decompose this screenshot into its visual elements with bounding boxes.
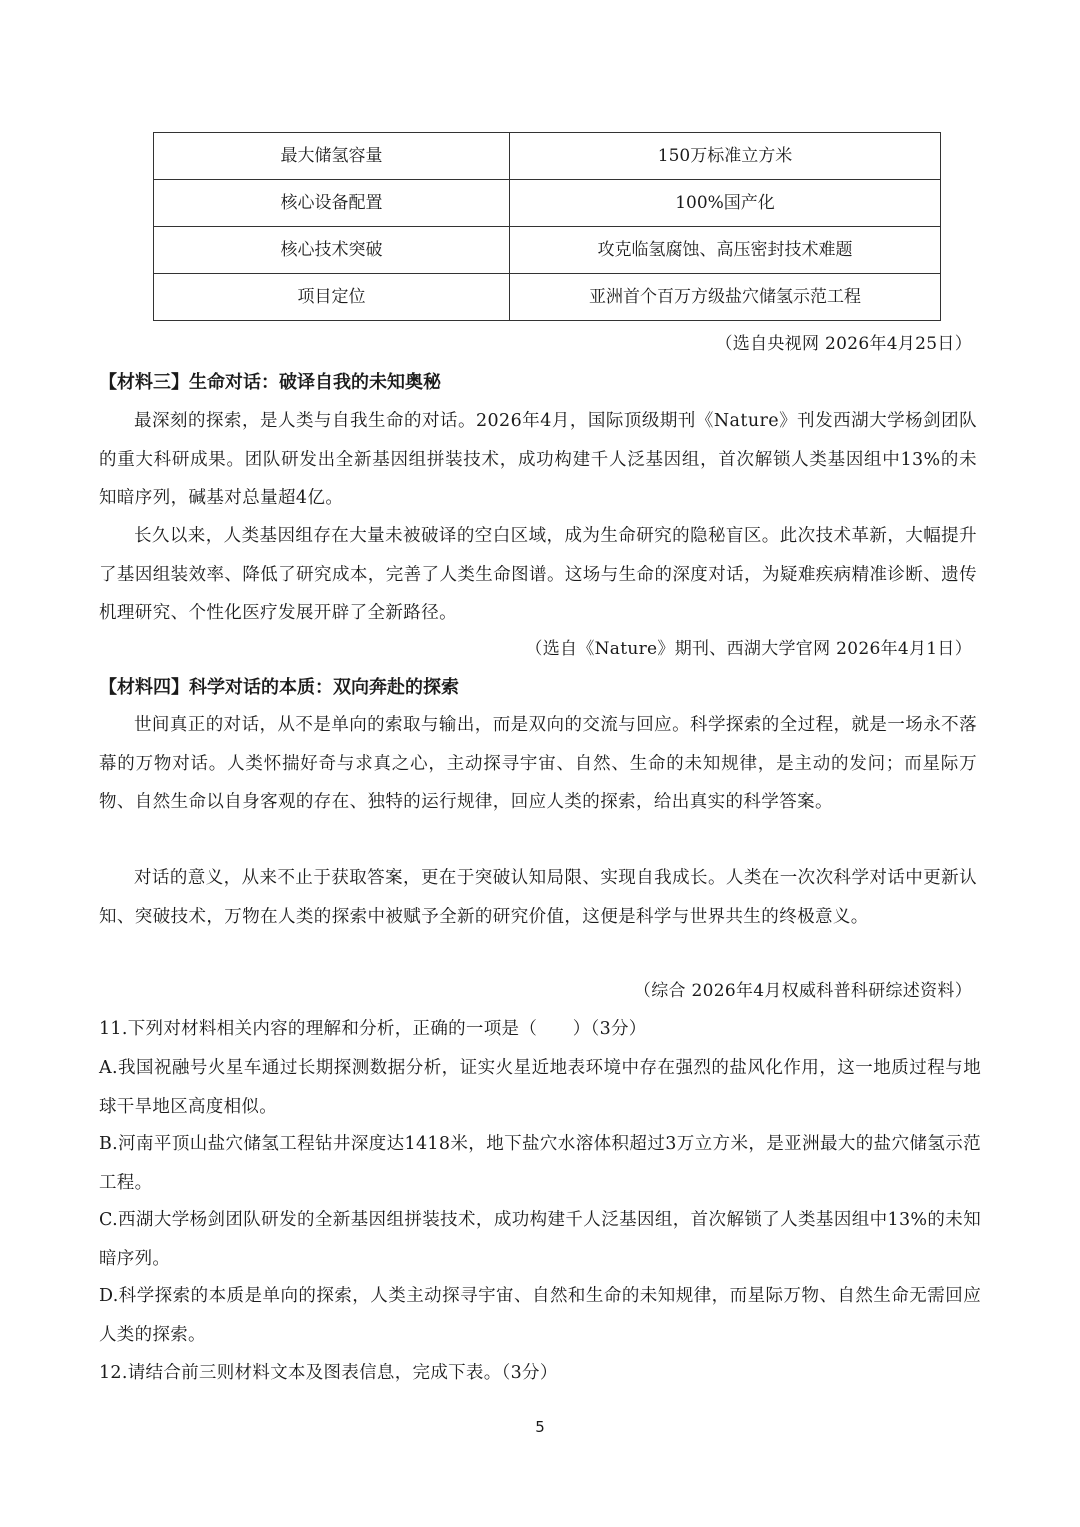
source-citation-material4: （综合 2026年4月权威科普科研综述资料）	[633, 981, 972, 1001]
source-citation-material2: （选自央视网 2026年4月25日）	[715, 334, 972, 354]
table-cell-value: 150万标准立方米	[510, 133, 941, 180]
table-row	[154, 133, 941, 180]
hydrogen-storage-table	[153, 132, 941, 321]
material3-heading: 【材料三】生命对话：破译自我的未知奥秘	[99, 372, 441, 393]
table-row	[154, 227, 941, 274]
table-cell-label: 最大储氢容量	[154, 133, 510, 180]
table-cell-label: 项目定位	[154, 274, 510, 321]
question-11-option-a: A.我国祝融号火星车通过长期探测数据分析，证实火星近地表环境中存在强烈的盐风化作用，这一地质过程与地球干旱地区高度相似。	[99, 1058, 981, 1117]
material3-paragraph-1: 最深刻的探索，是人类与自我生命的对话。2026年4月，国际顶级期刊《Nature》刊发西湖大学杨剑团队的重大科研成果。团队研发出全新基因组拼装技术，成功构建千人泛基因组，首次解锁人类基因组中13%的未知暗序列，碱基对总量超4亿。	[99, 411, 977, 508]
material4-paragraph-2: 对话的意义，从来不止于获取答案，更在于突破认知局限、实现自我成长。人类在一次次科学对话中更新认知、突破技术，万物在人类的探索中被赋予全新的研究价值，这便是科学与世界共生的终极意义。	[99, 868, 977, 927]
table-cell-label: 核心技术突破	[154, 227, 510, 274]
table-cell-label: 核心设备配置	[154, 180, 510, 227]
table-row	[154, 274, 941, 321]
question-11-title: 11.下列对材料相关内容的理解和分析，正确的一项是（ ）（3分）	[99, 1019, 647, 1039]
material4-paragraph-1: 世间真正的对话，从不是单向的索取与输出，而是双向的交流与回应。科学探索的全过程，就是一场永不落幕的万物对话。人类怀揣好奇与求真之心，主动探寻宇宙、自然、生命的未知规律，是主动的发问；而星际万物、自然生命以自身客观的存在、独特的运行规律，回应人类的探索，给出真实的科学答案。	[99, 715, 977, 812]
table-row	[154, 180, 941, 227]
question-12-title: 12.请结合前三则材料文本及图表信息，完成下表。（3分）	[99, 1363, 558, 1383]
question-11-option-c: C.西湖大学杨剑团队研发的全新基因组拼装技术，成功构建千人泛基因组，首次解锁了人类基因组中13%的未知暗序列。	[99, 1210, 981, 1269]
table-cell-value: 攻克临氢腐蚀、高压密封技术难题	[510, 227, 941, 274]
question-11-option-d: D.科学探索的本质是单向的探索，人类主动探寻宇宙、自然和生命的未知规律，而星际万物、自然生命无需回应人类的探索。	[99, 1286, 981, 1345]
material3-paragraph-2: 长久以来，人类基因组存在大量未被破译的空白区域，成为生命研究的隐秘盲区。此次技术革新，大幅提升了基因组装效率、降低了研究成本，完善了人类生命图谱。这场与生命的深度对话，为疑难疾病精准诊断、遗传机理研究、个性化医疗发展开辟了全新路径。	[99, 526, 977, 623]
table-cell-value: 100%国产化	[510, 180, 941, 227]
table-cell-value: 亚洲首个百万方级盐穴储氢示范工程	[510, 274, 941, 321]
material4-heading: 【材料四】科学对话的本质：双向奔赴的探索	[99, 677, 459, 698]
question-11-option-b: B.河南平顶山盐穴储氢工程钻井深度达1418米，地下盐穴水溶体积超过3万立方米，是亚洲最大的盐穴储氢示范工程。	[99, 1134, 981, 1193]
source-citation-material3: （选自《Nature》期刊、西湖大学官网 2026年4月1日）	[525, 639, 972, 659]
page-number: 5	[535, 1418, 545, 1436]
